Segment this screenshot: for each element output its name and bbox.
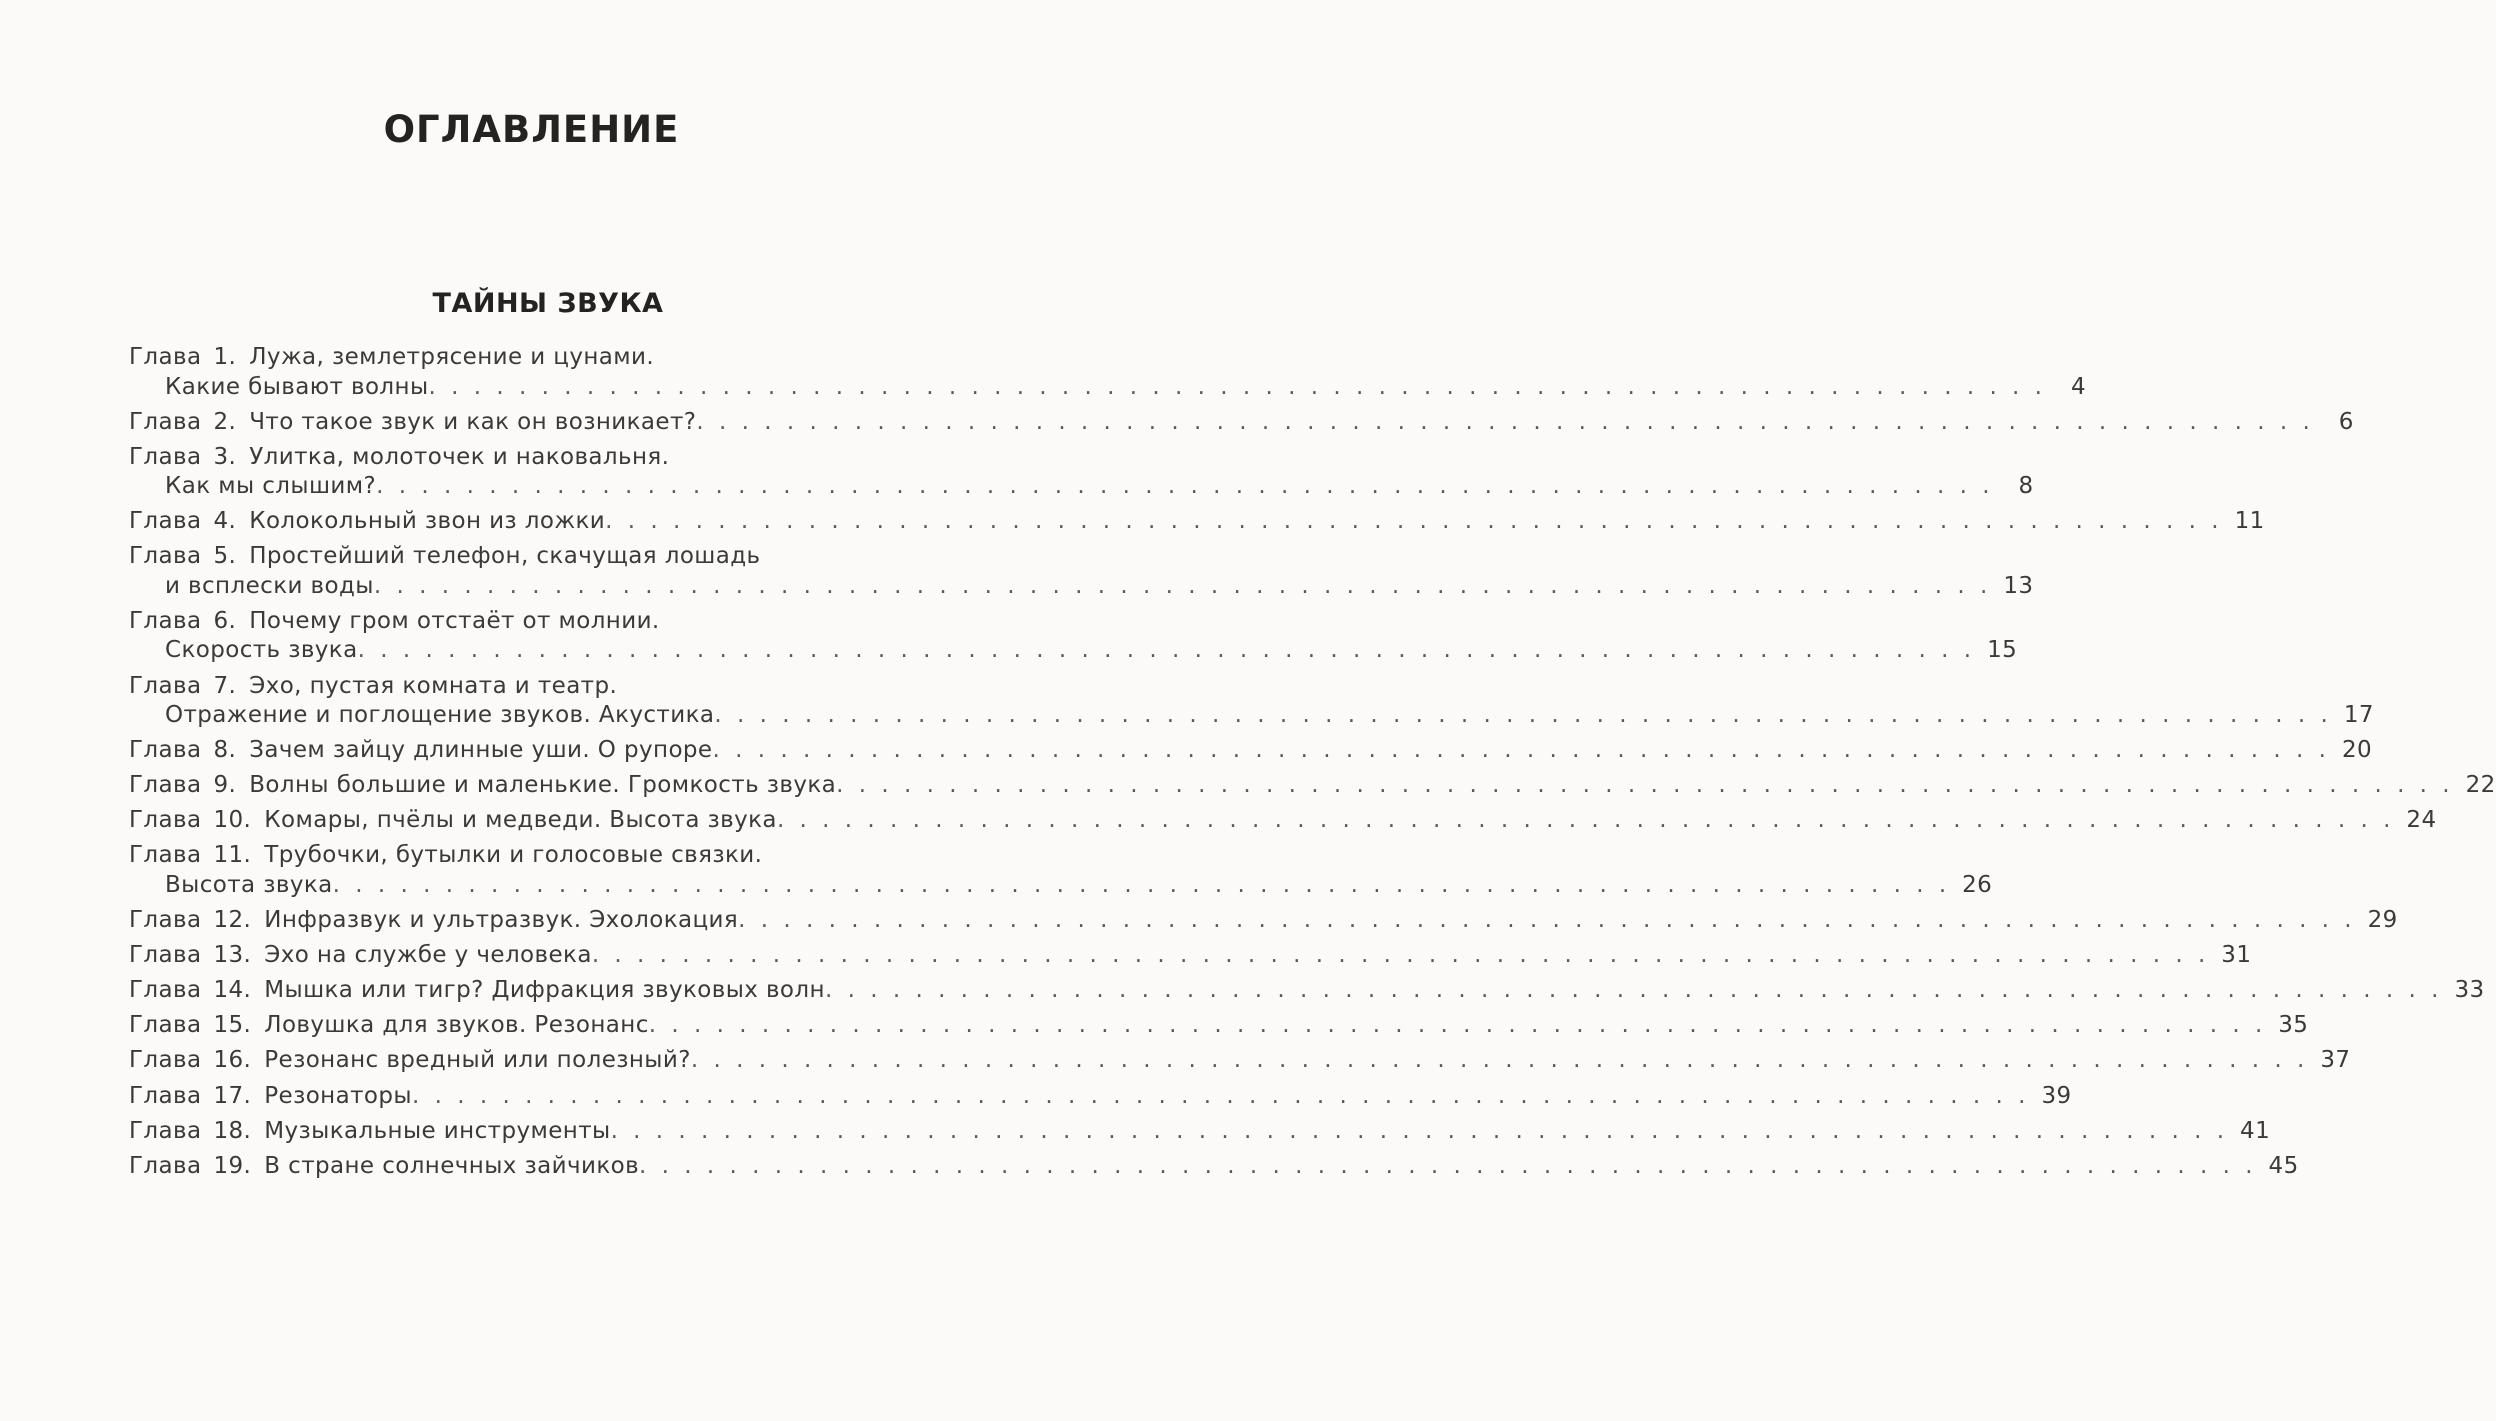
page-number[interactable]: 35 <box>2278 1012 2309 1039</box>
chapter-label: Глава <box>129 1082 202 1109</box>
dot-leader: . . . . . . . . . . . . . . . . . . . . . . . . . . . . . . . . . . . . . . . . . . . . . . . . . . . . . . . . . . . . . . . . . . . . . . . . <box>714 702 2332 729</box>
toc-entry-line <box>129 1082 2072 1112</box>
chapter-number: 15. <box>213 1012 252 1039</box>
chapter-label: Глава <box>129 807 202 834</box>
chapter-title: Высота звука <box>165 871 333 898</box>
toc-entry-line <box>129 976 2485 1006</box>
chapter-number: 9. <box>213 772 237 799</box>
toc-entry-line <box>129 1046 2351 1076</box>
toc-entry[interactable] <box>129 607 2018 666</box>
toc-entry[interactable] <box>129 507 2265 537</box>
chapter-number: 1. <box>213 344 237 370</box>
chapter-title: и всплески воды <box>165 572 374 599</box>
chapter-title: В стране солнечных зайчиков <box>264 1152 640 1179</box>
chapter-title: Простейший телефон, скачущая лошадь <box>249 543 761 570</box>
toc-entry-line <box>129 841 931 871</box>
chapter-label: Глава <box>129 977 202 1004</box>
toc-entry[interactable] <box>129 1011 2309 1041</box>
toc-entry[interactable] <box>129 443 2034 502</box>
page-number[interactable]: 20 <box>2341 737 2373 764</box>
section-title: ТАЙНЫ ЗВУКА <box>432 288 664 319</box>
chapter-number: 16. <box>213 1047 252 1074</box>
chapter-title: Почему гром отстаёт от молнии. <box>249 607 660 634</box>
chapter-label: Глава <box>129 737 202 764</box>
toc-entry[interactable] <box>129 806 2437 836</box>
page-number[interactable]: 41 <box>2240 1117 2271 1144</box>
chapter-title: Улитка, молоточек и наковальня. <box>249 443 670 470</box>
toc-entry[interactable] <box>129 343 2086 402</box>
dot-leader: . . . . . . . . . . . . . . . . . . . . . . . . . . . . . . . . . . . . . . . . . . . . . . . . . . . . . . . . . . . . . . . . . . . . . . . . <box>648 1012 2267 1039</box>
chapter-number: 14. <box>213 977 252 1004</box>
page-number[interactable]: 8 <box>2018 473 2034 500</box>
chapter-number: 13. <box>213 942 252 969</box>
page-number[interactable]: 17 <box>2343 702 2374 729</box>
chapter-number: 6. <box>213 607 237 634</box>
chapter-number: 18. <box>213 1117 252 1144</box>
toc-entry[interactable] <box>129 841 1993 900</box>
chapter-label: Глава <box>129 344 202 370</box>
chapter-title: Какие бывают волны <box>165 373 429 400</box>
toc-entry-line <box>129 343 931 373</box>
chapter-title: Что такое звук и как он возникает? <box>249 408 697 435</box>
chapter-label: Глава <box>129 443 202 470</box>
chapter-label: Глава <box>129 1117 202 1144</box>
chapter-label: Глава <box>129 772 202 799</box>
chapter-label: Глава <box>129 907 202 934</box>
toc-entry-line <box>129 408 2354 438</box>
page-number[interactable]: 26 <box>1962 871 1993 898</box>
toc-entry-line <box>129 672 931 702</box>
page-number[interactable]: 22 <box>2465 772 2496 799</box>
toc-entry[interactable] <box>129 672 2374 731</box>
page-title: ОГЛАВЛЕНИЕ <box>383 108 680 151</box>
page-number[interactable]: 37 <box>2320 1047 2351 1074</box>
dot-leader: . . . . . . . . . . . . . . . . . . . . . . . . . . . . . . . . . . . . . . . . . . . . . . . . . . . . . . . . . . . . . . . . . . . . . . . . <box>690 1047 2309 1074</box>
chapter-title: Музыкальные инструменты <box>264 1117 611 1144</box>
dot-leader: . . . . . . . . . . . . . . . . . . . . . . . . . . . . . . . . . . . . . . . . . . . . . . . . . . . . . . . . . . . . . . . . . . . . . . . . <box>639 1152 2257 1179</box>
dot-leader: . . . . . . . . . . . . . . . . . . . . . . . . . . . . . . . . . . . . . . . . . . . . . . . . . . . . . . . . . . . . . . . . . . . . . . . . <box>332 871 1951 898</box>
chapter-title: Ловушка для звуков. Резонанс <box>264 1012 649 1039</box>
toc-entry-line <box>129 607 931 637</box>
chapter-label: Глава <box>129 672 202 699</box>
chapter-number: 19. <box>213 1152 252 1179</box>
chapter-number: 3. <box>213 443 237 470</box>
toc-entry-continuation <box>129 373 2086 403</box>
chapter-number: 17. <box>213 1082 252 1109</box>
toc-entry[interactable] <box>129 1082 2072 1112</box>
toc-entry[interactable] <box>129 771 2496 801</box>
chapter-label: Глава <box>129 1012 202 1039</box>
chapter-label: Глава <box>129 408 202 435</box>
page-number[interactable]: 4 <box>2070 373 2086 400</box>
toc-entry-continuation <box>129 472 2034 502</box>
dot-leader: . . . . . . . . . . . . . . . . . . . . . . . . . . . . . . . . . . . . . . . . . . . . . . . . . . . . . . . . . . . . . . . . . . . . . . . . <box>712 737 2330 764</box>
chapter-title: Инфразвук и ультразвук. Эхолокация <box>264 907 739 934</box>
toc-entry[interactable] <box>129 542 2034 601</box>
chapter-label: Глава <box>129 508 202 535</box>
dot-leader: . . . . . . . . . . . . . . . . . . . . . . . . . . . . . . . . . . . . . . . . . . . . . . . . . . . . . . . . . . . . . . . . . . . . . . . . <box>373 572 1992 599</box>
chapter-number: 4. <box>213 508 237 535</box>
page-number[interactable]: 39 <box>2041 1082 2072 1109</box>
toc-entry-continuation <box>129 871 1993 901</box>
page-number[interactable]: 29 <box>2367 907 2398 934</box>
dot-leader: . . . . . . . . . . . . . . . . . . . . . . . . . . . . . . . . . . . . . . . . . . . . . . . . . . . . . . . . . . . . . . . . . . . . . . . . <box>836 772 2454 799</box>
page-number[interactable]: 45 <box>2268 1152 2299 1179</box>
dot-leader: . . . . . . . . . . . . . . . . . . . . . . . . . . . . . . . . . . . . . . . . . . . . . . . . . . . . . . . . . . . . . . . . . . . . . . . . <box>428 373 2046 400</box>
page-number[interactable]: 15 <box>1987 637 2018 664</box>
chapter-label: Глава <box>129 842 202 869</box>
dot-leader: . . . . . . . . . . . . . . . . . . . . . . . . . . . . . . . . . . . . . . . . . . . . . . . . . . . . . . . . . . . . . . . . . . . . . . . . <box>591 942 2210 969</box>
chapter-title: Скорость звука <box>165 637 358 664</box>
toc-entry-line <box>129 906 2398 936</box>
toc-entry[interactable] <box>129 736 2373 766</box>
chapter-title: Волны большие и маленькие. Громкость звука <box>249 772 837 799</box>
dot-leader: . . . . . . . . . . . . . . . . . . . . . . . . . . . . . . . . . . . . . . . . . . . . . . . . . . . . . . . . . . . . . . . . . . . . . . . . <box>696 408 2314 435</box>
toc-entry-line <box>129 806 2437 836</box>
chapter-title: Резонанс вредный или полезный? <box>264 1047 691 1074</box>
dot-leader: . . . . . . . . . . . . . . . . . . . . . . . . . . . . . . . . . . . . . . . . . . . . . . . . . . . . . . . . . . . . . . . . . . . . . . . . <box>738 907 2356 934</box>
chapter-number: 5. <box>213 543 237 570</box>
toc-entry-continuation <box>129 572 2034 602</box>
page-number[interactable]: 6 <box>2338 408 2354 435</box>
toc-entry[interactable] <box>129 408 2354 438</box>
chapter-number: 2. <box>213 408 237 435</box>
chapter-title: Как мы слышим? <box>165 473 377 500</box>
table-of-contents <box>129 343 2496 1181</box>
chapter-title: Отражение и поглощение звуков. Акустика <box>165 702 715 729</box>
toc-entry[interactable] <box>129 906 2398 936</box>
toc-entry-continuation <box>129 636 2018 666</box>
toc-entry[interactable] <box>129 941 2252 971</box>
chapter-label: Глава <box>129 1047 202 1074</box>
toc-entry-line <box>129 736 2373 766</box>
toc-entry-line <box>129 1117 2271 1147</box>
dot-leader: . . . . . . . . . . . . . . . . . . . . . . . . . . . . . . . . . . . . . . . . . . . . . . . . . . . . . . . . . . . . . . . . . . . . . . . . <box>376 473 1994 500</box>
chapter-number: 11. <box>213 842 252 869</box>
chapter-number: 8. <box>213 737 237 764</box>
toc-entry-continuation <box>129 701 2374 731</box>
page-number[interactable]: 24 <box>2406 807 2437 834</box>
dot-leader: . . . . . . . . . . . . . . . . . . . . . . . . . . . . . . . . . . . . . . . . . . . . . . . . . . . . . . . . . . . . . . . . . . . . . . . . <box>824 977 2443 1004</box>
chapter-number: 10. <box>213 807 252 834</box>
chapter-title: Эхо на службе у человека <box>264 942 592 969</box>
toc-entry-line <box>129 1152 2299 1182</box>
toc-entry[interactable] <box>129 1046 2351 1076</box>
chapter-title: Колокольный звон из ложки <box>249 508 606 535</box>
chapter-title: Эхо, пустая комната и театр. <box>249 672 618 699</box>
toc-entry[interactable] <box>129 976 2485 1006</box>
chapter-label: Глава <box>129 607 202 634</box>
page-number[interactable]: 13 <box>2003 572 2034 599</box>
toc-entry[interactable] <box>129 1152 2299 1182</box>
toc-entry-line <box>129 941 2252 971</box>
page-number[interactable]: 31 <box>2221 942 2252 969</box>
chapter-title: Резонаторы <box>264 1082 412 1109</box>
chapter-title: Комары, пчёлы и медведи. Высота звука <box>264 807 777 834</box>
chapter-label: Глава <box>129 942 202 969</box>
dot-leader: . . . . . . . . . . . . . . . . . . . . . . . . . . . . . . . . . . . . . . . . . . . . . . . . . . . . . . . . . . . . . . . . . . . . . . . . <box>411 1082 2030 1109</box>
dot-leader: . . . . . . . . . . . . . . . . . . . . . . . . . . . . . . . . . . . . . . . . . . . . . . . . . . . . . . . . . . . . . . . . . . . . . . . . <box>776 807 2395 834</box>
chapter-label: Глава <box>129 543 202 570</box>
chapter-title: Мышка или тигр? Дифракция звуковых волн <box>264 977 825 1004</box>
chapter-label: Глава <box>129 1152 202 1179</box>
toc-entry[interactable] <box>129 1117 2271 1147</box>
page-number[interactable]: 11 <box>2234 508 2265 535</box>
page-number[interactable]: 33 <box>2454 977 2485 1004</box>
chapter-title: Лужа, землетрясение и цунами. <box>249 344 655 370</box>
chapter-title: Зачем зайцу длинные уши. О рупоре <box>249 737 713 764</box>
dot-leader: . . . . . . . . . . . . . . . . . . . . . . . . . . . . . . . . . . . . . . . . . . . . . . . . . . . . . . . . . . . . . . . . . . . . . . . . <box>357 637 1976 664</box>
dot-leader: . . . . . . . . . . . . . . . . . . . . . . . . . . . . . . . . . . . . . . . . . . . . . . . . . . . . . . . . . . . . . . . . . . . . . . . . <box>605 508 2223 535</box>
toc-entry-line <box>129 542 931 572</box>
toc-entry-line <box>129 443 931 473</box>
chapter-number: 12. <box>213 907 252 934</box>
toc-entry-line <box>129 771 2496 801</box>
chapter-number: 7. <box>213 672 237 699</box>
toc-entry-line <box>129 1011 2309 1041</box>
chapter-title: Трубочки, бутылки и голосовые связки. <box>264 842 763 869</box>
dot-leader: . . . . . . . . . . . . . . . . . . . . . . . . . . . . . . . . . . . . . . . . . . . . . . . . . . . . . . . . . . . . . . . . . . . . . . . . <box>610 1117 2229 1144</box>
toc-entry-line <box>129 507 2265 537</box>
